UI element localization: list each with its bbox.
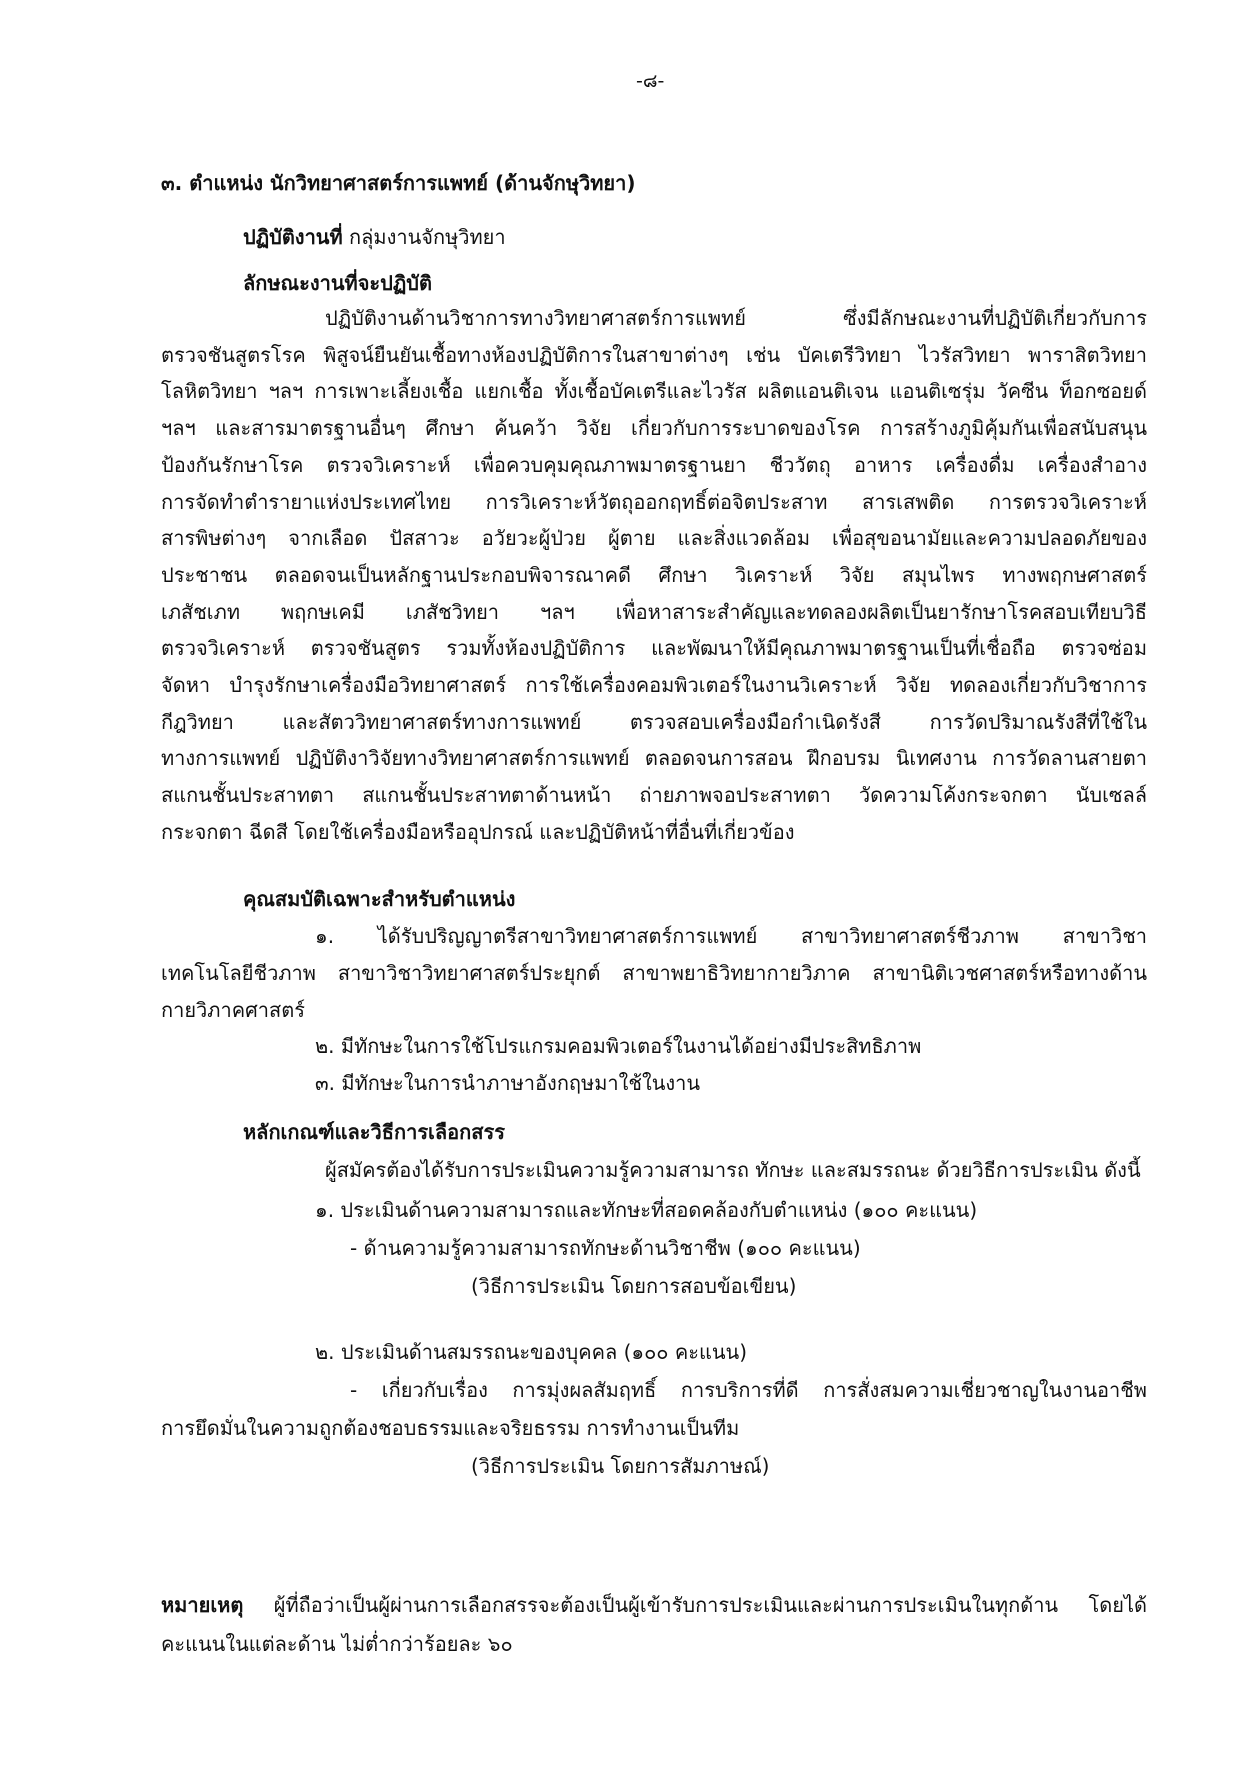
duties-line: การจัดทำตำรายาแห่งประเทศไทย การวิเคราะห์วัตถุออกฤทธิ์ต่อจิตประสาท สารเสพติด การตรวจวิเคราะห์ xyxy=(161,490,1147,514)
workplace-label: ปฏิบัติงานที่ xyxy=(243,225,343,249)
selection-title: หลักเกณฑ์และวิธีการเลือกสรร xyxy=(243,1120,505,1144)
duties-line: เภสัชเภท พฤกษเคมี เภสัชวิทยา ฯลฯ เพื่อหาสาระสำคัญและทดลองผลิตเป็นยารักษาโรคสอบเทียบวิธี xyxy=(161,600,1147,624)
duties-line: ฯลฯ และสารมาตรฐานอื่นๆ ศึกษา ค้นคว้า วิจัย เกี่ยวกับการระบาดของโรค การสร้างภูมิคุ้มกันเพื่อสนับสนุน xyxy=(161,416,1147,440)
qualification-item-2: ๒. มีทักษะในการใช้โปรแกรมคอมพิวเตอร์ในงานได้อย่างมีประสิทธิภาพ xyxy=(315,1034,922,1058)
note-label: หมายเหตุ xyxy=(161,1593,244,1617)
position-heading: ๓. ตำแหน่ง นักวิทยาศาสตร์การแพทย์ (ด้านจักษุวิทยา) xyxy=(161,171,636,195)
qualification-item-3: ๓. มีทักษะในการนำภาษาอังกฤษมาใช้ในงาน xyxy=(315,1071,701,1095)
duties-line: โลหิตวิทยา ฯลฯ การเพาะเลี้ยงเชื้อ แยกเชื้อ ทั้งเชื้อบัคเตรีและไวรัส ผลิตแอนติเจน แอนติเซรุ่ม วัคซีน ท็อกซอยด์ xyxy=(161,379,1147,403)
selection-intro: ผู้สมัครต้องได้รับการประเมินความรู้ความสามารถ ทักษะ และสมรรถนะ ด้วยวิธีการประเมิน ดังนี้ xyxy=(325,1158,1141,1182)
workplace-line xyxy=(243,222,506,252)
criterion-2-detail: - เกี่ยวกับเรื่อง การมุ่งผลสัมฤทธิ์ การบริการที่ดี การสั่งสมความเชี่ยวชาญในงานอาชีพ xyxy=(350,1378,1147,1402)
duties-line: จัดหา บำรุงรักษาเครื่องมือวิทยาศาสตร์ การใช้เครื่องคอมพิวเตอร์ในงานวิเคราะห์ วิจัย ทดลองเกี่ยวกับวิชาการ xyxy=(161,673,1147,697)
duties-line: สารพิษต่างๆ จากเลือด ปัสสาวะ อวัยวะผู้ป่วย ผู้ตาย และสิ่งแวดล้อม เพื่อสุขอนามัยและความปลอดภัยของ xyxy=(161,526,1147,550)
note-text: ผู้ที่ถือว่าเป็นผู้ผ่านการเลือกสรรจะต้องเป็นผู้เข้ารับการประเมินและผ่านการประเมินในทุกด้าน โดยได้ xyxy=(243,1593,1147,1617)
criterion-2-method: (วิธีการประเมิน โดยการสัมภาษณ์) xyxy=(471,1454,770,1478)
qualifications-title: คุณสมบัติเฉพาะสำหรับตำแหน่ง xyxy=(243,887,516,911)
note-line-2: คะแนนในแต่ละด้าน ไม่ต่ำกว่าร้อยละ ๖๐ xyxy=(161,1632,513,1656)
duties-line: กระจกตา ฉีดสี โดยใช้เครื่องมือหรืออุปกรณ์ และปฏิบัติหน้าที่อื่นที่เกี่ยวข้อง xyxy=(161,820,795,844)
note-line xyxy=(161,1590,1147,1620)
criterion-2: ๒. ประเมินด้านสมรรถนะของบุคคล (๑๐๐ คะแนน) xyxy=(315,1340,748,1364)
duties-line: ป้องกันรักษาโรค ตรวจวิเคราะห์ เพื่อควบคุมคุณภาพมาตรฐานยา ชีววัตถุ อาหาร เครื่องดื่ม เครื่องสำอาง xyxy=(161,453,1147,477)
duties-line: สแกนชั้นประสาทตา สแกนชั้นประสาทตาด้านหน้า ถ่ายภาพจอประสาทตา วัดความโค้งกระจกตา นับเซลล์ xyxy=(161,783,1147,807)
duties-line: ทางการแพทย์ ปฏิบัติงาวิจัยทางวิทยาศาสตร์การแพทย์ ตลอดจนการสอน ฝึกอบรม นิเทศงาน การวัดลานสายตา xyxy=(161,746,1147,770)
criterion-1: ๑. ประเมินด้านความสามารถและทักษะที่สอดคล้องกับตำแหน่ง (๑๐๐ คะแนน) xyxy=(315,1198,978,1222)
criterion-2-detail-cont: การยึดมั่นในความถูกต้องชอบธรรมและจริยธรรม การทำงานเป็นทีม xyxy=(161,1416,740,1440)
duties-title: ลักษณะงานที่จะปฏิบัติ xyxy=(243,271,432,295)
qualification-item-1-cont: กายวิภาคศาสตร์ xyxy=(161,998,305,1022)
duties-line: ตรวจชันสูตรโรค พิสูจน์ยืนยันเชื้อทางห้องปฏิบัติการในสาขาต่างๆ เช่น บัคเตรีวิทยา ไวรัสวิทยา พาราสิตวิทยา xyxy=(161,343,1147,367)
duties-line: กีฎวิทยา และสัตววิทยาศาสตร์ทางการแพทย์ ตรวจสอบเครื่องมือกำเนิดรังสี การวัดปริมาณรังสีที่ใช้ใน xyxy=(161,710,1147,734)
criterion-1-method: (วิธีการประเมิน โดยการสอบข้อเขียน) xyxy=(471,1274,797,1298)
duties-line: ประชาชน ตลอดจนเป็นหลักฐานประกอบพิจารณาคดี ศึกษา วิเคราะห์ วิจัย สมุนไพร ทางพฤกษศาสตร์ xyxy=(161,563,1147,587)
workplace-value: กลุ่มงานจักษุวิทยา xyxy=(342,225,506,249)
page-number: -๘- xyxy=(636,70,665,92)
qualification-item-1: ๑. ได้รับปริญญาตรีสาขาวิทยาศาสตร์การแพทย์ สาขาวิทยาศาสตร์ชีวภาพ สาขาวิชา xyxy=(315,924,1147,948)
criterion-1-detail: - ด้านความรู้ความสามารถทักษะด้านวิชาชีพ (๑๐๐ คะแนน) xyxy=(350,1236,861,1260)
qualification-item-1-cont: เทคโนโลยีชีวภาพ สาขาวิชาวิทยาศาสตร์ประยุกต์ สาขาพยาธิวิทยากายวิภาค สาขานิติเวชศาสตร์หรือทางด้าน xyxy=(161,961,1147,985)
duties-line: ปฏิบัติงานด้านวิชาการทางวิทยาศาสตร์การแพทย์ ซึ่งมีลักษณะงานที่ปฏิบัติเกี่ยวกับการ xyxy=(325,306,1147,330)
duties-line: ตรวจวิเคราะห์ ตรวจชันสูตร รวมทั้งห้องปฏิบัติการ และพัฒนาให้มีคุณภาพมาตรฐานเป็นที่เชื่อถือ ตรวจซ่อม xyxy=(161,636,1147,660)
